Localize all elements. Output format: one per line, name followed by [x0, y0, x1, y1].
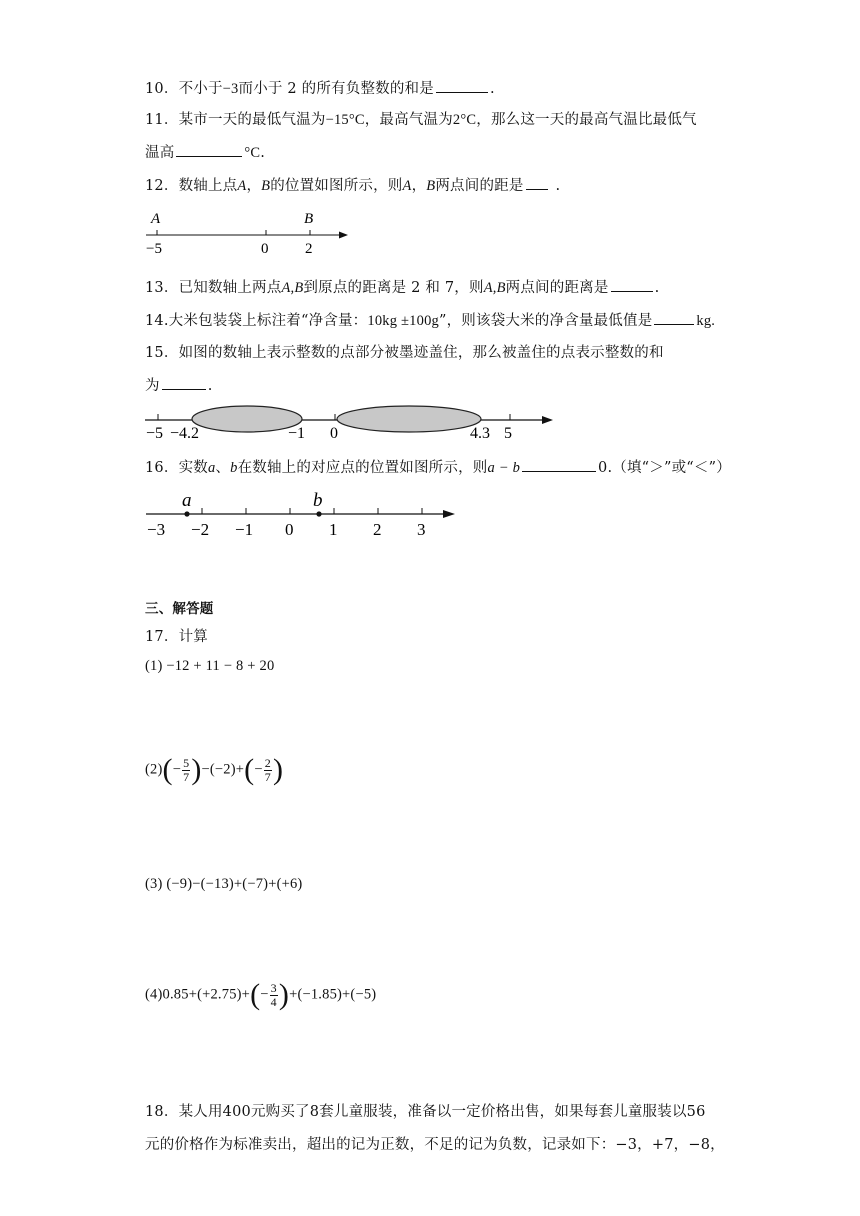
punctuation: .	[260, 145, 266, 161]
math-expression: a − b	[487, 460, 521, 476]
ink-blot-right	[337, 406, 481, 432]
question-number: 17．	[145, 629, 179, 645]
question-text: 的位置如图所示，则	[270, 178, 403, 194]
math-value: −3	[222, 81, 239, 97]
tick-label: −3	[147, 520, 166, 539]
question-16	[145, 456, 731, 477]
question-text: 温高	[145, 145, 175, 161]
punctuation: .	[555, 178, 561, 194]
answer-blank[interactable]	[436, 78, 488, 93]
variable: b	[230, 460, 238, 476]
question-text: 某市一天的最低气温为	[178, 112, 326, 128]
point-labels: A,B	[281, 280, 304, 296]
question-text: 计算	[178, 629, 208, 645]
tick-label: 2	[305, 241, 313, 257]
answer-blank[interactable]	[522, 457, 596, 472]
answer-blank[interactable]	[526, 175, 548, 190]
question-number: 11．	[145, 112, 179, 128]
math-value: 2°C	[452, 112, 477, 128]
question-text: 在数轴上的对应点的位置如图所示，则	[237, 460, 488, 476]
point-label: B	[426, 178, 436, 194]
tick-label: 0	[330, 425, 338, 442]
question-text: 数轴上点	[178, 178, 238, 194]
axis-arrow	[443, 510, 455, 518]
label-A: A	[151, 211, 161, 227]
label-a: a	[182, 490, 192, 511]
question-text: ，最高气温为	[364, 112, 453, 128]
question-text: 已知数轴上两点	[178, 280, 282, 296]
unit-text: °C	[244, 145, 261, 161]
question-number: 10．	[145, 81, 179, 97]
q17-part-3: (3) (−9)−(−13)+(−7)+(+6)	[145, 876, 303, 892]
punctuation: ，	[411, 178, 427, 194]
label-b: b	[313, 490, 323, 511]
unit-text: kg.	[696, 313, 716, 329]
question-text: 实数	[178, 460, 208, 476]
point-b	[316, 511, 321, 516]
question-text: 不小于	[178, 81, 223, 97]
tick-label: −4.2	[170, 425, 200, 442]
question-text: 到原点的距离是 2 和 7，则	[303, 280, 484, 296]
question-text: 两点间的距离是	[505, 280, 609, 296]
question-12	[145, 174, 560, 195]
fraction: $\frac{2}{7}$	[264, 755, 271, 784]
punctuation: 、	[215, 460, 231, 476]
math-value: 10kg ±100g	[367, 313, 439, 329]
q17-part-4: (4)0.85+(+2.75)+(− $\frac{3}{4}$ )+(−1.85)+(−5)	[145, 978, 377, 1011]
math-expression: 0.85+(+2.75)+	[162, 986, 251, 1003]
question-text: 而小于 2 的所有负整数的和是	[238, 81, 434, 97]
tick-label: 2	[373, 520, 382, 539]
question-number: 15．	[145, 345, 179, 361]
answer-blank[interactable]	[611, 277, 653, 292]
question-11-line2	[145, 141, 265, 162]
punctuation: .	[654, 280, 660, 296]
question-text: 0.（填“＞”或“＜”）	[598, 460, 731, 476]
q17-part-1: (1) −12 + 11 − 8 + 20	[145, 658, 275, 674]
tick-label: 5	[504, 425, 512, 442]
tick-label: 1	[329, 520, 338, 539]
part-label: (2)	[145, 761, 163, 778]
number-line-q15	[140, 400, 560, 445]
punctuation: ，	[246, 178, 262, 194]
question-text: 两点间的距是	[435, 178, 524, 194]
math-expression: +(−1.85)+(−5)	[289, 986, 377, 1003]
point-label: A	[237, 178, 247, 194]
variable: a	[207, 460, 216, 476]
q17-part-2: (2)(− $\frac{5}{7}$ )−(−2)+(− $\frac{2}{7}$ )	[145, 753, 284, 786]
tick-label: −5	[146, 425, 164, 442]
answer-blank[interactable]	[654, 310, 694, 325]
part-label: (4)	[145, 986, 163, 1003]
answer-blank[interactable]	[162, 375, 206, 390]
point-label: B	[261, 178, 271, 194]
question-18-line2: 元的价格作为标准卖出，超出的记为正数，不足的记为负数，记录如下：−3，+7，−8，	[145, 1137, 725, 1153]
number-line-q16	[140, 485, 470, 545]
question-17	[145, 625, 208, 646]
question-number: 12．	[145, 178, 179, 194]
question-text: ，那么这一天的最高气温比最低气	[476, 112, 697, 128]
question-18	[145, 1100, 706, 1121]
axis-arrow	[542, 416, 553, 424]
question-15-line2	[145, 374, 213, 395]
question-15	[145, 341, 664, 362]
question-text: 为	[145, 378, 160, 394]
point-label: A	[402, 178, 412, 194]
punctuation: .	[207, 378, 213, 394]
question-11	[145, 108, 697, 129]
tick-label: −1	[288, 425, 306, 442]
tick-label: 3	[417, 520, 426, 539]
point-a	[184, 511, 189, 516]
question-text: 某人用400元购买了8套儿童服装，准备以一定价格出售，如果每套儿童服装以56	[178, 1104, 706, 1120]
fraction: $\frac{5}{7}$	[183, 755, 190, 784]
tick-label: 0	[285, 520, 294, 539]
tick-label: −1	[235, 520, 254, 539]
question-13	[145, 276, 659, 297]
math-expression: −(−2)+	[201, 761, 245, 778]
question-number: 14.	[145, 313, 169, 329]
punctuation: .	[489, 81, 495, 97]
math-value: −15°C	[325, 112, 365, 128]
point-labels: A,B	[483, 280, 506, 296]
tick-label: 4.3	[470, 425, 490, 442]
ink-blot-left	[192, 406, 302, 432]
tick-label: 0	[261, 241, 269, 257]
tick-label: −2	[191, 520, 210, 539]
label-B: B	[304, 211, 314, 227]
question-10	[145, 77, 495, 98]
answer-blank[interactable]	[176, 142, 242, 157]
number-line-q12	[140, 205, 360, 260]
question-number: 18．	[145, 1104, 179, 1120]
question-text: 如图的数轴上表示整数的点部分被墨迹盖住，那么被盖住的点表示整数的和	[178, 345, 664, 361]
question-text: 大米包装袋上标注着“净含量：	[168, 313, 368, 329]
section-heading: 三、解答题	[145, 601, 214, 617]
question-14	[145, 309, 715, 330]
question-text: ”，则该袋大米的净含量最低值是	[438, 313, 653, 329]
fraction: $\frac{3}{4}$	[270, 980, 277, 1009]
axis-arrow	[339, 232, 348, 239]
question-number: 13．	[145, 280, 179, 296]
tick-label: −5	[146, 241, 162, 257]
question-number: 16．	[145, 460, 179, 476]
